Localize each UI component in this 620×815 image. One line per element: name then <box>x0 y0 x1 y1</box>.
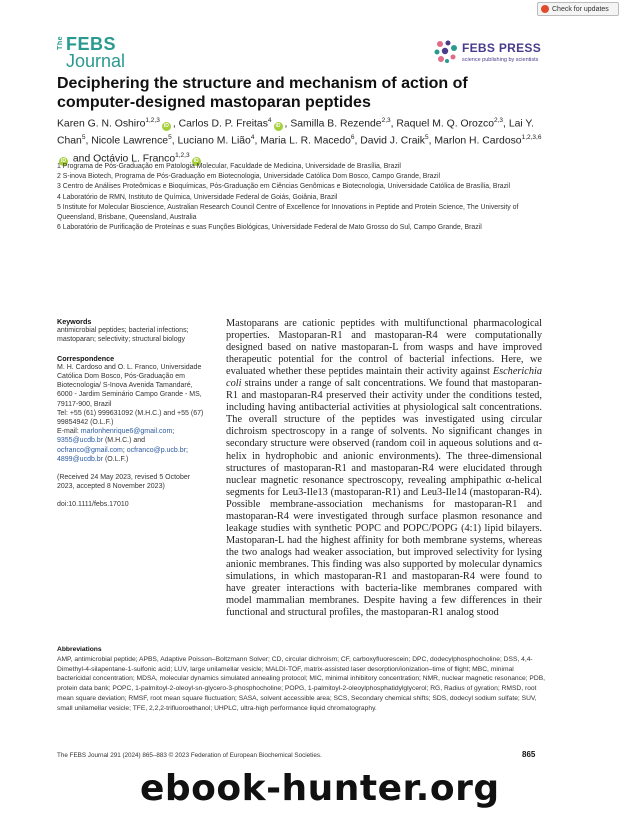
author-affil: 1,2,3 <box>175 151 190 159</box>
febs-press-dots-icon <box>432 38 460 66</box>
correspondence-tel: Tel: +55 (61) 999631092 (M.H.C.) and +55 (67) 99854942 (O.L.F.) <box>57 409 204 427</box>
correspondence-heading: Correspondence <box>57 353 115 363</box>
press-name: FEBS PRESS <box>462 41 542 55</box>
orcid-icon[interactable]: iD <box>163 123 169 130</box>
press-tagline: science publishing by scientists <box>462 57 539 63</box>
author-affil: 4 <box>250 134 255 142</box>
author-list <box>57 114 547 166</box>
abstract-part: strains under a range of salt concentrations. We found that mastoparan-R1 and mastoparan-R4 preserved their activity under the conditions tested, including having antibacterial activities at physiological salt concentrations. The overall structure of the peptides was investigated using circular dichroism spectroscopy in a range of solvents. No significant changes in secondary structure were observed (random coil in aqueous solutions and α-helix in hydrophobic and anionic environments). The three-dimensional structures of mastoparan-R1 and mastoparan-R4 were elucidated through nuclear magnetic resonance spectroscopy, revealing amphipathic α-helical segments for Leu3-Ile13 (mastoparan-R1) and Leu3-Ile14 (mastoparan-R4). Possible membrane-association mechanisms for mastoparan-R1 and mastoparan-R4 were investigated through surface plasmon resonance and leakage studies with synthetic POPC and POPC/POPG (4:1) lipid bilayers. Mastoparan-L had the highest affinity for both membrane systems, whereas the two analogs had weaker association, but improved selectivity for lysing anionic membranes. This finding was also supported by molecular dynamics simulations, in which mastoparan-R1 and mastoparan-R4 were found to have greater interactions with bacteria-like membranes compared with model mammalian membranes. Despite having a few differences in their functional and structural profiles, the mastoparan-R1 analog stood <box>226 378 542 619</box>
article-title: Deciphering the structure and mechanism of action of computer-designed mastoparan peptides <box>57 75 468 111</box>
affiliation-item: 2 S-inova Biotech, Programa de Pós-Graduação em Biotecnologia, Universidade Católica Dom Bosco, Campo Grande, Brazil <box>57 173 441 181</box>
author-affil: 5 <box>424 134 429 142</box>
logo-the: The <box>57 36 64 50</box>
author-affil: 2,3 <box>381 117 391 124</box>
abstract-text <box>226 318 542 619</box>
email-link[interactable]: ocfranco@gmail.com <box>57 446 123 454</box>
sidebar-column <box>57 317 209 510</box>
abbreviations-heading: Abbreviations <box>57 646 102 653</box>
correspondence-email <box>57 427 209 464</box>
author-name: , Maria L. R. Macedo <box>254 135 351 147</box>
email-link[interactable]: marlonhenrique6@gmail.com <box>80 428 173 436</box>
abstract-part: Mastoparans are cationic peptides with multifunctional pharmacological properties. Mastoparan-R1 and mastoparan-R4 were computationally designed based on native mastoparan-L from wasps and have improved therapeutic potential for the control of bacterial infections. Here, we evaluated whether these peptides maintain their activity against <box>226 318 542 378</box>
affiliation-item: 1 Programa de Pós-Graduação em Patologia Molecular, Faculdade de Medicina, Universidade de Brasília, Brazil <box>57 163 401 170</box>
author-name: Karen G. N. Oshiro <box>57 118 146 130</box>
email-label: E-mail: <box>57 428 81 436</box>
abbreviations-text: AMP, antimicrobial peptide; APBS, Adaptive Poisson–Boltzmann Solver; CD, circular dichroism; CF, carboxyfluorescein; DPC, dodecylphosphocholine; DSS, 4,4-Dimethyl-4-silapentane-1-sulfonic acid; LUV, large unilamellar vesicle; MALDI-TOF, matrix-assisted laser desorption/ionization–time of flight; MBC, minimal bactericidal concentration; MDSA, molecular dynamics simulated annealing protocol; MIC, minimal inhibitory concentration; NMR, nuclear magnetic resonance; PDB, protein data bank; POPC, 1-palmitoyl-2-oleoyl-sn-glycero-3-phosphocholine; POPG, 1-palmitoyl-2-oleoylphosphatidylglycerol; RG, Radius of gyration; RMSD, root mean square deviation; RMSF, root mean square fluctuation; SASA, solvent accessible area; SCS, Secondary chemical shifts; SDS, dodecyl sodium sulfate; SUV, small unilamellar vesicle; TFE, 2,2,2-trifluoroethanol; UHPLC, ultra-high performance liquid chromatography. <box>57 655 546 712</box>
author-name: , Carlos D. P. Freitas <box>172 118 268 130</box>
orcid-icon[interactable]: iD <box>193 158 199 164</box>
correspondence-address: M. H. Cardoso and O. L. Franco, Universidade Católica Dom Bosco, Pós-Graduação em Biotecnologia/ S-Inova Avenida Tamandaré, 6000 - Jardim Seminário Campo Grande - MS, 79117-900, Brazil <box>57 363 202 408</box>
author-affil: 2,3 <box>494 117 504 124</box>
febs-press-logo <box>432 38 562 66</box>
email-separator: ; <box>122 446 127 454</box>
page-footer: The FEBS Journal 291 (2024) 865–883 © 2023 Federation of European Biochemical Societies. <box>57 752 322 759</box>
author-affil: 6 <box>350 134 355 142</box>
affiliations <box>57 162 557 233</box>
affiliation-item: 5 Institute for Molecular Bioscience, Australian Research Council Centre of Excellence for Innovations in Peptide and Protein Science, The University of Queensland, Brisbane, Queensland, Australia <box>57 203 519 222</box>
author-name: , Marlon H. Cardoso <box>428 135 522 147</box>
author-name: , Samilla B. Rezende <box>284 118 382 130</box>
author-affil: 4 <box>267 117 272 124</box>
check-for-updates-button[interactable] <box>537 2 619 16</box>
affiliation-item: 6 Laboratório de Purificação de Proteínas e suas Funções Biológicas, Universidade Federal de Mato Grosso do Sul, Campo Grande, Brazil <box>57 224 482 232</box>
author-name: , Luciano M. Lião <box>171 135 251 147</box>
email-link[interactable]: ocfranco@p.ucb.br <box>126 446 186 454</box>
keywords-heading: Keywords <box>57 317 92 326</box>
orcid-icon[interactable]: iD <box>275 123 281 130</box>
watermark: ebook-hunter.org <box>140 768 500 809</box>
author-affil: 5 <box>168 134 172 142</box>
author-name: , Raquel M. Q. Orozco <box>390 118 494 130</box>
author-name: , Nicole Lawrence <box>85 135 169 147</box>
received-dates: (Received 24 May 2023, revised 5 October 2023, accepted 8 November 2023) <box>57 474 191 491</box>
email-separator: ; <box>186 446 188 454</box>
logo-febs: FEBS <box>66 34 117 54</box>
email-link[interactable]: 9355@ucdb.br <box>57 437 104 445</box>
author-affil: 1,2,3,6 <box>521 134 542 142</box>
affiliation-item: 3 Centro de Análises Proteômicas e Bioquímicas, Pós-Graduação em Ciências Genômicas e Biotecnologia, Universidade Católica de Brasília, Brazil <box>57 183 511 191</box>
abbreviations <box>57 645 547 714</box>
logo-journal: Journal <box>66 51 126 71</box>
affiliation-item: 4 Laboratório de RMN, Instituto de Química, Universidade Federal de Goiás, Goiânia, Brazil <box>57 193 338 201</box>
author-affil: 1,2,3 <box>145 117 160 124</box>
abstract-species: Escherichia coli <box>226 366 542 390</box>
doi[interactable]: doi:10.1111/febs.17010 <box>57 501 129 509</box>
update-icon <box>541 5 549 13</box>
check-for-updates-label: Check for updates <box>552 5 609 13</box>
email-note: (M.H.C.) and <box>103 437 146 445</box>
febs-journal-logo <box>57 34 129 74</box>
keywords-text: antimicrobial peptides; bacterial infections; mastoparan; selectivity; structural biology <box>57 327 189 344</box>
orcid-icon[interactable]: iD <box>61 158 66 164</box>
author-name: and Octávio L. Franco <box>70 153 176 164</box>
author-affil: 5 <box>81 134 86 142</box>
author-name: , David J. Craik <box>354 135 425 147</box>
author-name: , Lai Y. Chan <box>57 118 534 147</box>
page-number: 865 <box>522 750 536 759</box>
email-note: (O.L.F.) <box>103 455 129 463</box>
email-link[interactable]: 4899@ucdb.br <box>57 455 104 463</box>
email-separator: ; <box>172 428 175 436</box>
